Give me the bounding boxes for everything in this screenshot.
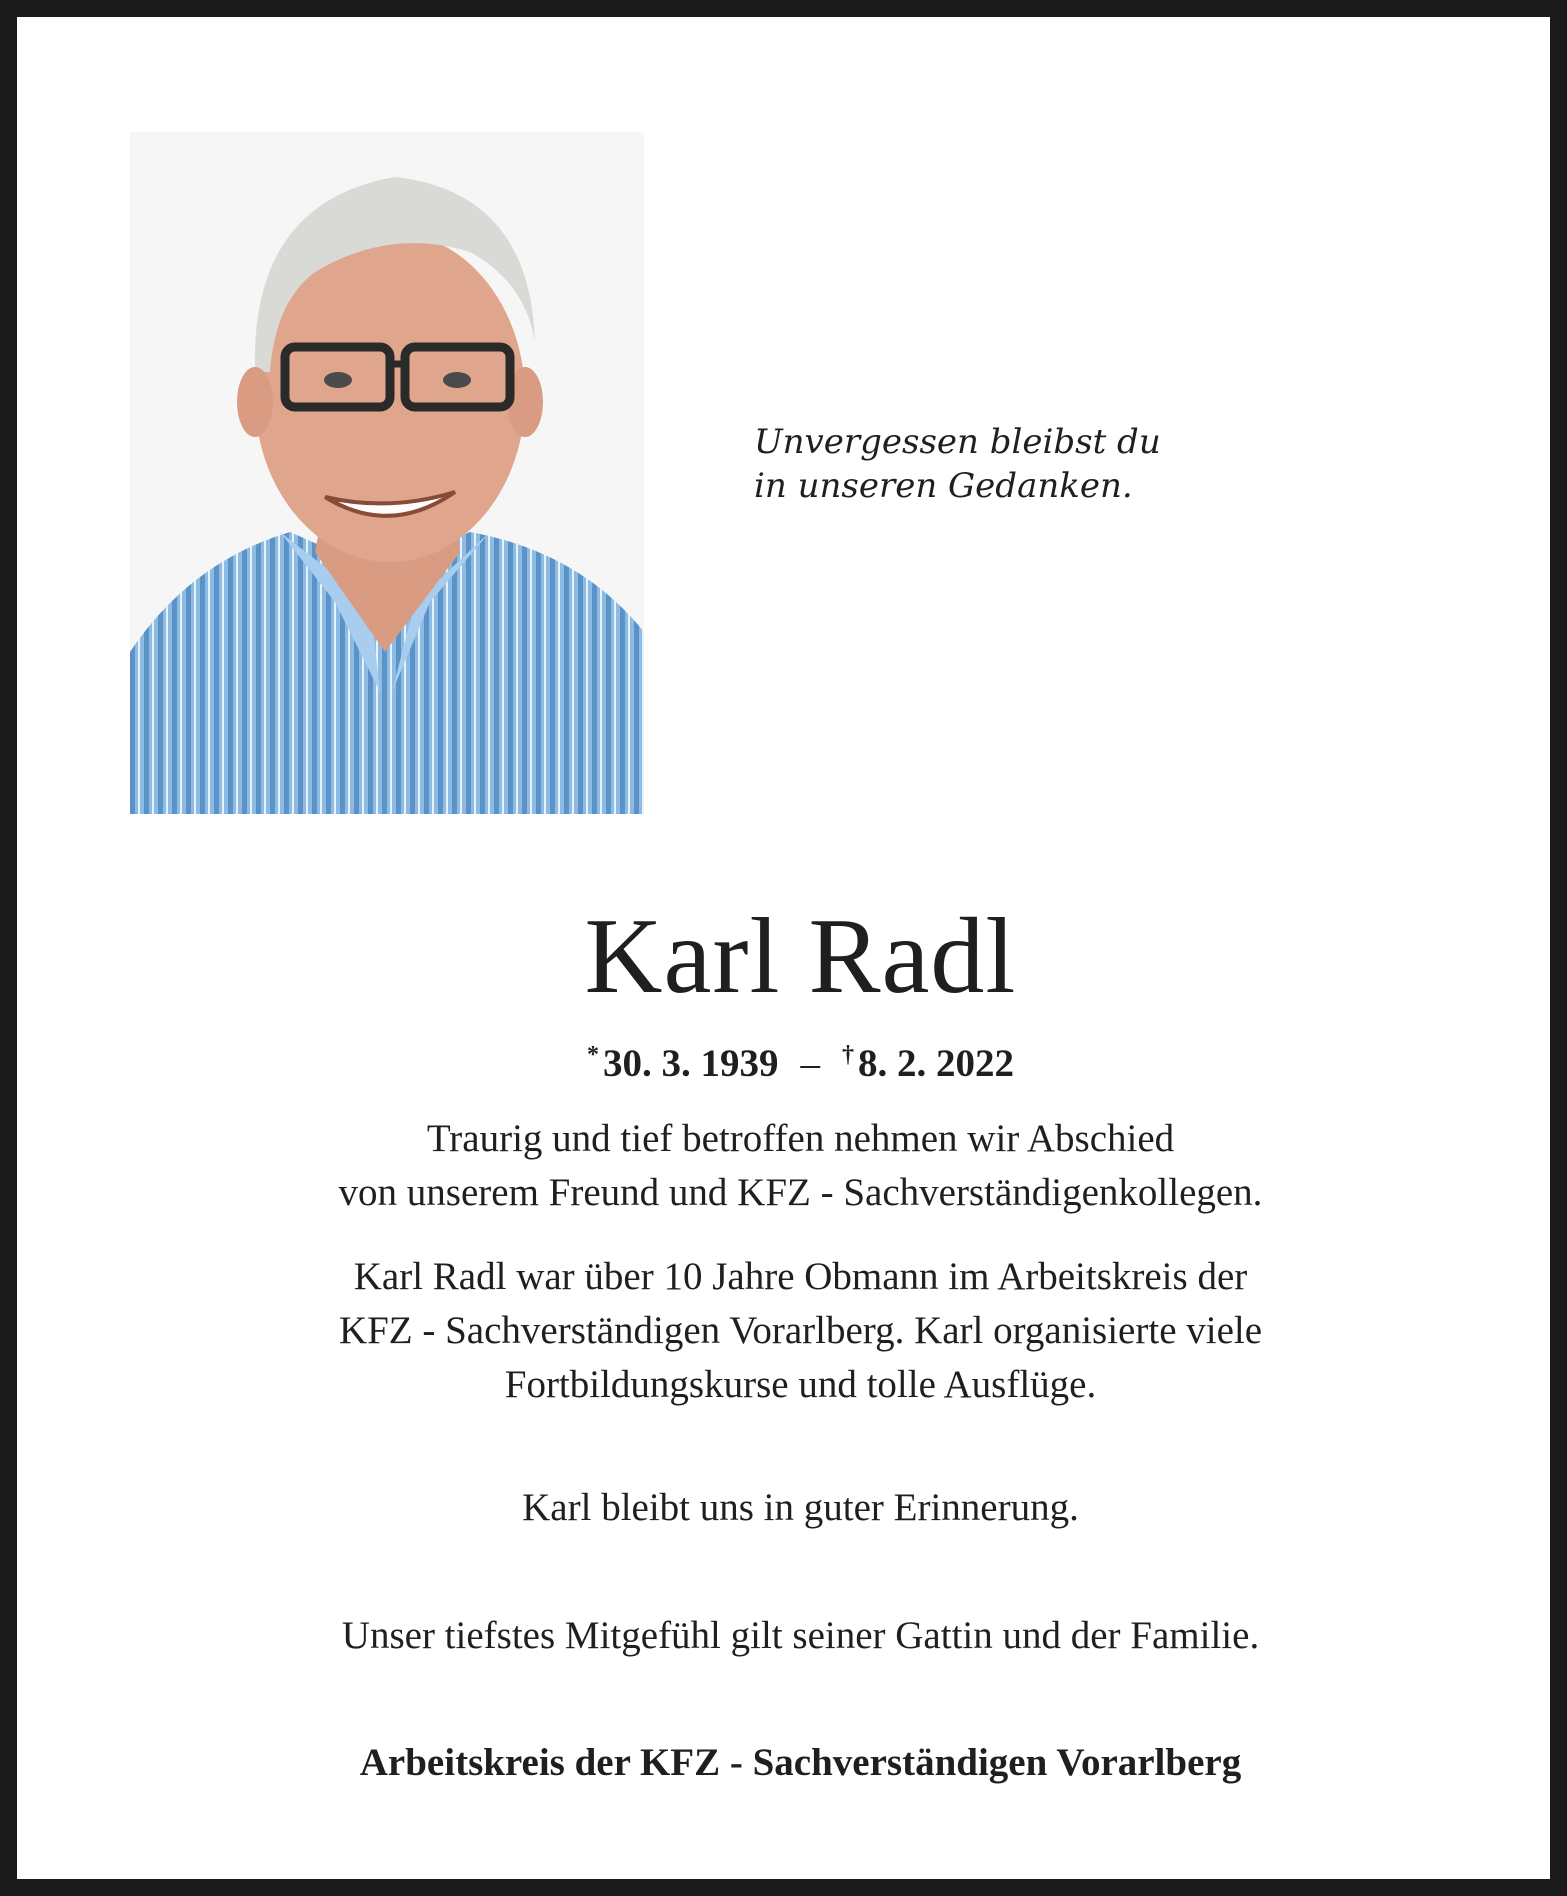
farewell-line-2: von unserem Freund und KFZ - Sachverständigenkollegen.	[338, 1171, 1263, 1214]
condolence-paragraph: Unser tiefstes Mitgefühl gilt seiner Gattin und der Familie.	[341, 1614, 1260, 1657]
tribute-line-3: Fortbildungskurse und tolle Ausflüge.	[504, 1363, 1097, 1406]
death-symbol: †	[842, 1042, 854, 1068]
portrait-photo	[130, 132, 644, 814]
deceased-name: Karl Radl	[584, 897, 1017, 1016]
memorial-quote	[754, 420, 1254, 508]
farewell-paragraph	[17, 1112, 1567, 1220]
tribute-line-2: KFZ - Sachverständigen Vorarlberg. Karl organisierte viele	[338, 1309, 1263, 1352]
date-separator: –	[800, 1042, 820, 1085]
tribute-line-1: Karl Radl war über 10 Jahre Obmann im Arbeitskreis der	[353, 1255, 1248, 1298]
quote-line-2: in unseren Gedanken.	[754, 466, 1133, 506]
life-dates	[17, 1027, 1567, 1092]
quote-line-1: Unvergessen bleibst du	[754, 422, 1161, 462]
remembrance-paragraph: Karl bleibt uns in guter Erinnerung.	[522, 1486, 1079, 1529]
farewell-line-1: Traurig und tief betroffen nehmen wir Abschied	[426, 1117, 1175, 1160]
tribute-paragraph	[17, 1250, 1567, 1412]
birth-symbol: *	[587, 1042, 599, 1068]
signature: Arbeitskreis der KFZ - Sachverständigen Vorarlberg	[359, 1741, 1242, 1784]
death-date: 8. 2. 2022	[858, 1042, 1014, 1085]
birth-date: 30. 3. 1939	[603, 1042, 779, 1085]
